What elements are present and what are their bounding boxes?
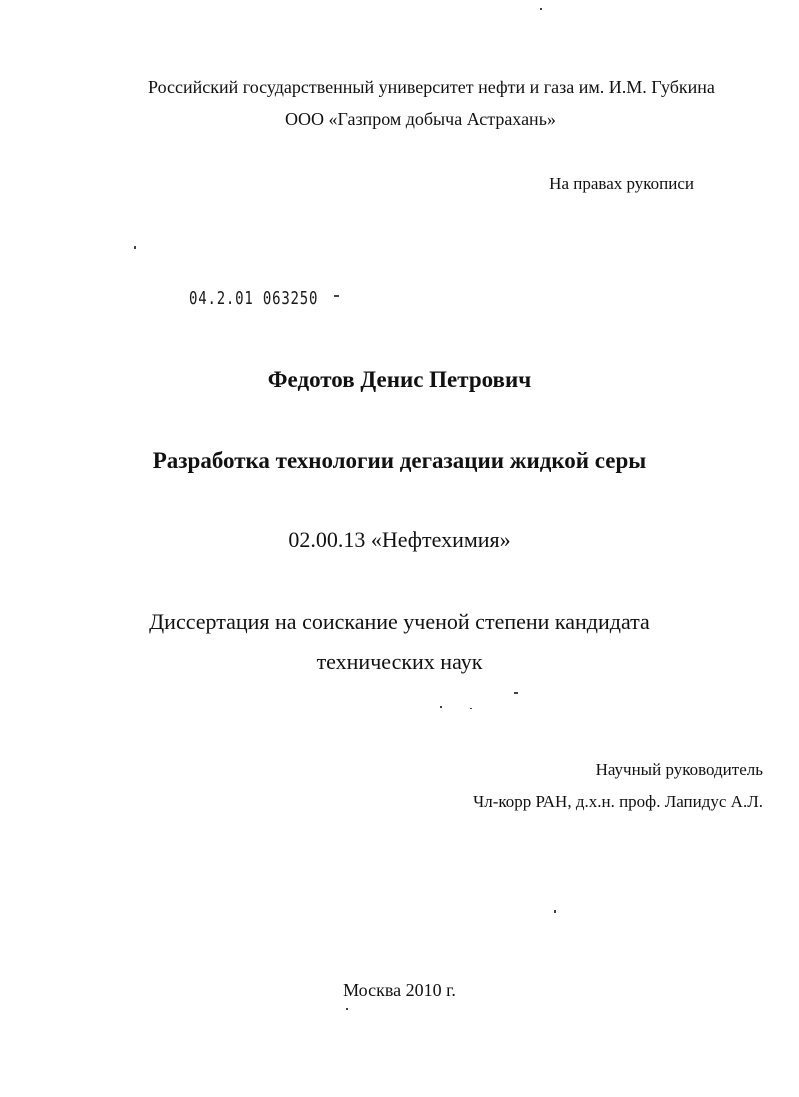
scan-speck — [334, 295, 339, 297]
university-name: Российский государственный университет нефти и газа им. И.М. Губкина — [148, 77, 715, 97]
scan-speck — [540, 8, 542, 10]
scan-speck — [470, 708, 472, 709]
scan-speck — [514, 692, 518, 694]
library-stamp-number: 04.2.01 063250 — [189, 288, 319, 309]
scan-speck — [440, 706, 442, 708]
scan-speck — [554, 910, 556, 913]
scan-speck — [346, 1008, 348, 1010]
advisor-name: Чл-корр РАН, д.х.н. проф. Лапидус А.Л. — [473, 792, 763, 811]
thesis-title: Разработка технологии дегазации жидкой серы — [152, 448, 647, 473]
city-year: Москва 2010 г. — [343, 980, 456, 1000]
manuscript-rights-note: На правах рукописи — [549, 174, 694, 193]
company-name: ООО «Газпром добыча Астрахань» — [285, 109, 556, 129]
degree-line-2: технических наук — [316, 649, 483, 674]
degree-line-1: Диссертация на соискание ученой степени кандидата — [149, 609, 650, 634]
specialty-code: 02.00.13 «Нефтехимия» — [288, 527, 511, 552]
scan-speck — [134, 246, 136, 249]
author-name: Федотов Денис Петрович — [267, 367, 532, 392]
advisor-label: Научный руководитель — [595, 760, 763, 779]
